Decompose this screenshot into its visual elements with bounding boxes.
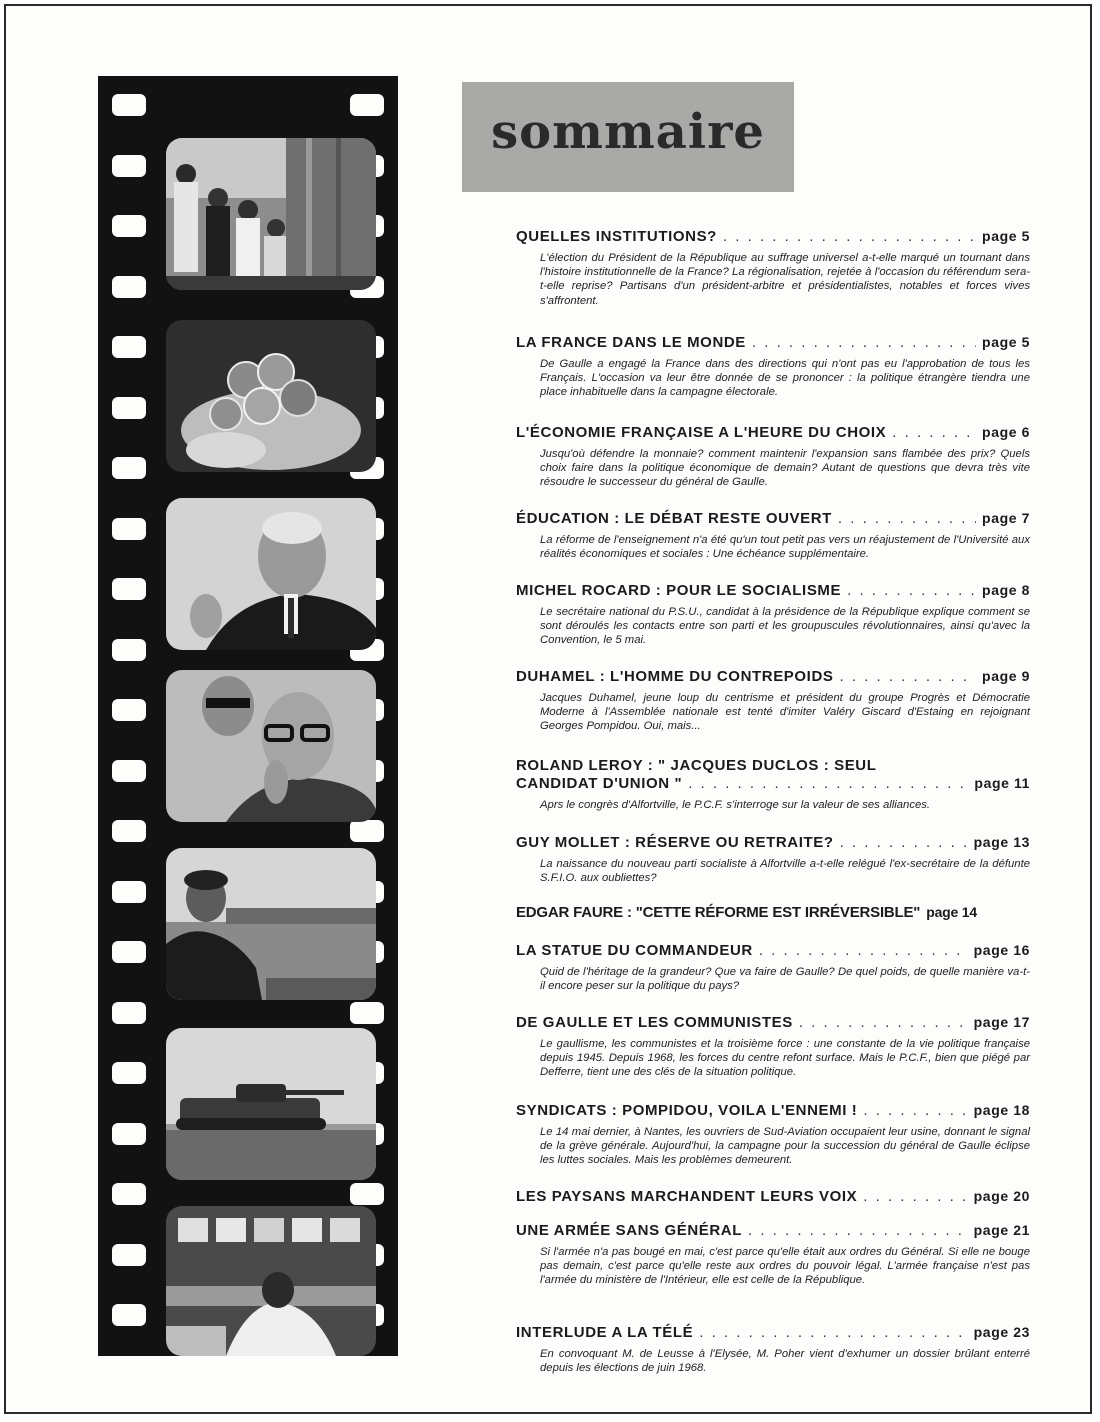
leader-dots xyxy=(847,582,976,599)
sprocket-hole xyxy=(350,94,384,116)
toc-entry xyxy=(516,904,1030,942)
leader-dots xyxy=(723,228,976,245)
leader-dots xyxy=(892,424,976,441)
film-strip xyxy=(98,76,398,1356)
toc-entry xyxy=(516,424,1030,510)
entry-title: CANDIDAT D'UNION " xyxy=(516,775,683,792)
photo-man-field-image xyxy=(166,848,376,1000)
entry-title: ÉDUCATION : LE DÉBAT RESTE OUVERT xyxy=(516,510,832,527)
sprocket-hole xyxy=(112,94,146,116)
entry-page: page 5 xyxy=(982,334,1030,350)
entry-description: La naissance du nouveau parti socialiste à Alfortville a-t-elle relégué l'ex-secrétaire de la défunte S.F.I.O. aux oubliettes? xyxy=(540,858,1030,885)
entry-title: MICHEL ROCARD : POUR LE SOCIALISME xyxy=(516,582,842,599)
entry-title: EDGAR FAURE : "CETTE RÉFORME EST IRRÉVERSIBLE" xyxy=(516,904,921,921)
sprocket-hole xyxy=(112,760,146,782)
photo-tank-image xyxy=(166,1028,376,1180)
entry-title: GUY MOLLET : RÉSERVE OU RETRAITE? xyxy=(516,834,834,851)
entry-title: LES PAYSANS MARCHANDENT LEURS VOIX xyxy=(516,1188,858,1205)
sprocket-hole xyxy=(112,215,146,237)
leader-dots xyxy=(840,668,977,685)
sprocket-hole xyxy=(112,820,146,842)
toc-entry xyxy=(516,1102,1030,1188)
toc-entry xyxy=(516,228,1030,334)
entry-title: DUHAMEL : L'HOMME DU CONTREPOIDS xyxy=(516,668,834,685)
leader-dots xyxy=(699,1324,967,1341)
photo-de-gaulle xyxy=(166,498,376,650)
toc-entry xyxy=(516,1222,1030,1324)
entry-page: page 21 xyxy=(973,1222,1030,1238)
photo-duhamel xyxy=(166,670,376,822)
entry-title: QUELLES INSTITUTIONS? xyxy=(516,228,717,245)
photo-republican-guards xyxy=(166,138,376,290)
entry-description: En convoquant M. de Leusse à l'Elysée, M. Poher vient d'exhumer un dossier brûlant enterré depuis les élections de juin 1968. xyxy=(540,1348,1030,1375)
sommaire-header xyxy=(462,82,794,192)
entry-page: page 13 xyxy=(973,834,1030,850)
entry-page: page 20 xyxy=(973,1188,1030,1204)
photo-control-room-image xyxy=(166,1206,376,1356)
toc-entry xyxy=(516,582,1030,668)
toc-entry xyxy=(516,668,1030,756)
toc-entry xyxy=(516,756,1030,834)
entry-description: Le secrétaire national du P.S.U., candidat à la présidence de la République explique comment se sont déroulés les contacts entre son parti et les groupuscules révolutionnaires, ainsi qu'avec la Convention, le 5 mai. xyxy=(540,606,1030,647)
entry-page: page 5 xyxy=(982,228,1030,244)
leader-dots xyxy=(748,1222,968,1239)
photo-duhamel-image xyxy=(166,670,376,822)
leader-dots xyxy=(688,775,968,792)
sprocket-hole xyxy=(350,1002,384,1024)
sprocket-hole xyxy=(112,336,146,358)
entry-title: L'ÉCONOMIE FRANÇAISE A L'HEURE DU CHOIX xyxy=(516,424,887,441)
entry-description: La réforme de l'enseignement n'a été qu'un tout petit pas vers un réajustement de l'Université aux réalités économiques et sociales : Une échéance supplémentaire. xyxy=(540,534,1030,561)
entry-description: Le gaullisme, les communistes et la troisième force : une constante de la vie politique française depuis 1945. Depuis 1968, les forces du centre refont surface. Mais le P.C.F., bien que piégé par Defferre, tient une des clés de la situation politique. xyxy=(540,1038,1030,1079)
sprocket-hole xyxy=(112,1244,146,1266)
photo-tank xyxy=(166,1028,376,1180)
entry-description: Le 14 mai dernier, à Nantes, les ouvriers de Sud-Aviation occupaient leur usine, donnant le signal de la grève générale. Aujourd'hui, la campagne pour la succession du général de Gaulle éclipse les luttes sociales. Mais les problèmes demeurent. xyxy=(540,1126,1030,1167)
entry-description: Quid de l'héritage de la grandeur? Que va faire de Gaulle? De quel poids, de quelle manière va-t-il encore peser sur la politique du pays? xyxy=(540,966,1030,993)
entry-description: Aprs le congrès d'Alfortville, le P.C.F. s'interroge sur la valeur de ses alliances. xyxy=(540,799,931,811)
sprocket-hole xyxy=(112,1304,146,1326)
sprocket-hole xyxy=(112,457,146,479)
leader-dots xyxy=(838,510,976,527)
entry-page: page 9 xyxy=(982,668,1030,684)
toc-entry xyxy=(516,334,1030,424)
toc-entry xyxy=(516,1324,1030,1384)
photo-man-field xyxy=(166,848,376,1000)
entry-description: Jacques Duhamel, jeune loup du centrisme et président du groupe Progrès et Démocratie Moderne à l'Assemblée nationale est tenté d'imiter Valéry Giscard d'Estaing en rejoignant Georges Pompidou. Oui, mais... xyxy=(540,692,1030,733)
sprocket-hole xyxy=(112,1062,146,1084)
leader-dots xyxy=(840,834,968,851)
entry-title: LA FRANCE DANS LE MONDE xyxy=(516,334,746,351)
sprocket-hole xyxy=(112,881,146,903)
entry-title: LA STATUE DU COMMANDEUR xyxy=(516,942,753,959)
entry-page: page 11 xyxy=(974,775,1030,791)
entry-page: page 17 xyxy=(973,1014,1030,1030)
sprocket-hole xyxy=(112,699,146,721)
leader-dots xyxy=(863,1102,967,1119)
leader-dots xyxy=(759,942,968,959)
photo-guards-image xyxy=(166,138,376,290)
photo-tv-control-room xyxy=(166,1206,376,1356)
entry-page: page 6 xyxy=(982,424,1030,440)
entry-page: page 23 xyxy=(973,1324,1030,1340)
toc-entry xyxy=(516,942,1030,1014)
toc-entry xyxy=(516,1188,1030,1222)
entry-title: UNE ARMÉE SANS GÉNÉRAL xyxy=(516,1222,742,1239)
sprocket-hole xyxy=(112,1002,146,1024)
leader-dots xyxy=(752,334,976,351)
sprocket-hole xyxy=(350,820,384,842)
toc-entry xyxy=(516,834,1030,904)
sprocket-hole xyxy=(112,518,146,540)
page-title: sommaire xyxy=(491,104,765,160)
sprocket-hole xyxy=(112,578,146,600)
magazine-page xyxy=(4,4,1092,1414)
entry-page: page 7 xyxy=(982,510,1030,526)
entry-page: page 14 xyxy=(926,904,977,920)
sprocket-hole xyxy=(112,276,146,298)
entry-description: L'élection du Président de la République au suffrage universel a-t-elle marqué un tournant dans l'histoire institutionnelle de la France? La régionalisation, rejetée à l'occasion du référendum sera-t-elle reprise? Partisans d'un président-arbitre et présidentialistes, notables et forces vives s'affrontent. xyxy=(540,252,1030,307)
entry-page: page 18 xyxy=(973,1102,1030,1118)
table-of-contents xyxy=(516,228,1030,1384)
sprocket-hole xyxy=(112,155,146,177)
sprocket-hole xyxy=(350,1183,384,1205)
entry-title: DE GAULLE ET LES COMMUNISTES xyxy=(516,1014,793,1031)
sprocket-hole xyxy=(112,1183,146,1205)
entry-title-line1: ROLAND LEROY : " JACQUES DUCLOS : SEUL xyxy=(516,757,877,774)
entry-description: De Gaulle a engagé la France dans des directions qui n'ont pas eu l'approbation de tous les Français. L'occasion va leur être donnée de se prononcer : la politique étrangère tiendra une place inhabituelle dans la campagne électorale. xyxy=(540,358,1030,399)
toc-entry xyxy=(516,510,1030,582)
toc-entry xyxy=(516,1014,1030,1102)
entry-description: Jusqu'où défendre la monnaie? comment maintenir l'expansion sans flambée des prix? Quels choix faire dans la politique économique de demain? Autant de questions que devra très vite résoudre le successeur du général de Gaulle. xyxy=(540,448,1030,489)
photo-de-gaulle-image xyxy=(166,498,376,650)
sprocket-hole xyxy=(112,397,146,419)
entry-description: Si l'armée n'a pas bougé en mai, c'est parce qu'elle était aux ordres du Général. Si elle ne bouge pas demain, c'est parce qu'elle reste aux ordres du pouvoir légal. L'armée française n'est pas l'armée du ministère de l'Intérieur, elle est celle de la République. xyxy=(540,1246,1030,1287)
sprocket-hole xyxy=(112,639,146,661)
sprocket-hole xyxy=(112,941,146,963)
sprocket-hole xyxy=(112,1123,146,1145)
entry-title: INTERLUDE A LA TÉLÉ xyxy=(516,1324,694,1341)
entry-page: page 8 xyxy=(982,582,1030,598)
entry-page: page 16 xyxy=(973,942,1030,958)
leader-dots xyxy=(799,1014,968,1031)
photo-coins-image xyxy=(166,320,376,472)
photo-coins-hand xyxy=(166,320,376,472)
entry-title: SYNDICATS : POMPIDOU, VOILA L'ENNEMI ! xyxy=(516,1102,858,1119)
leader-dots xyxy=(863,1188,967,1205)
